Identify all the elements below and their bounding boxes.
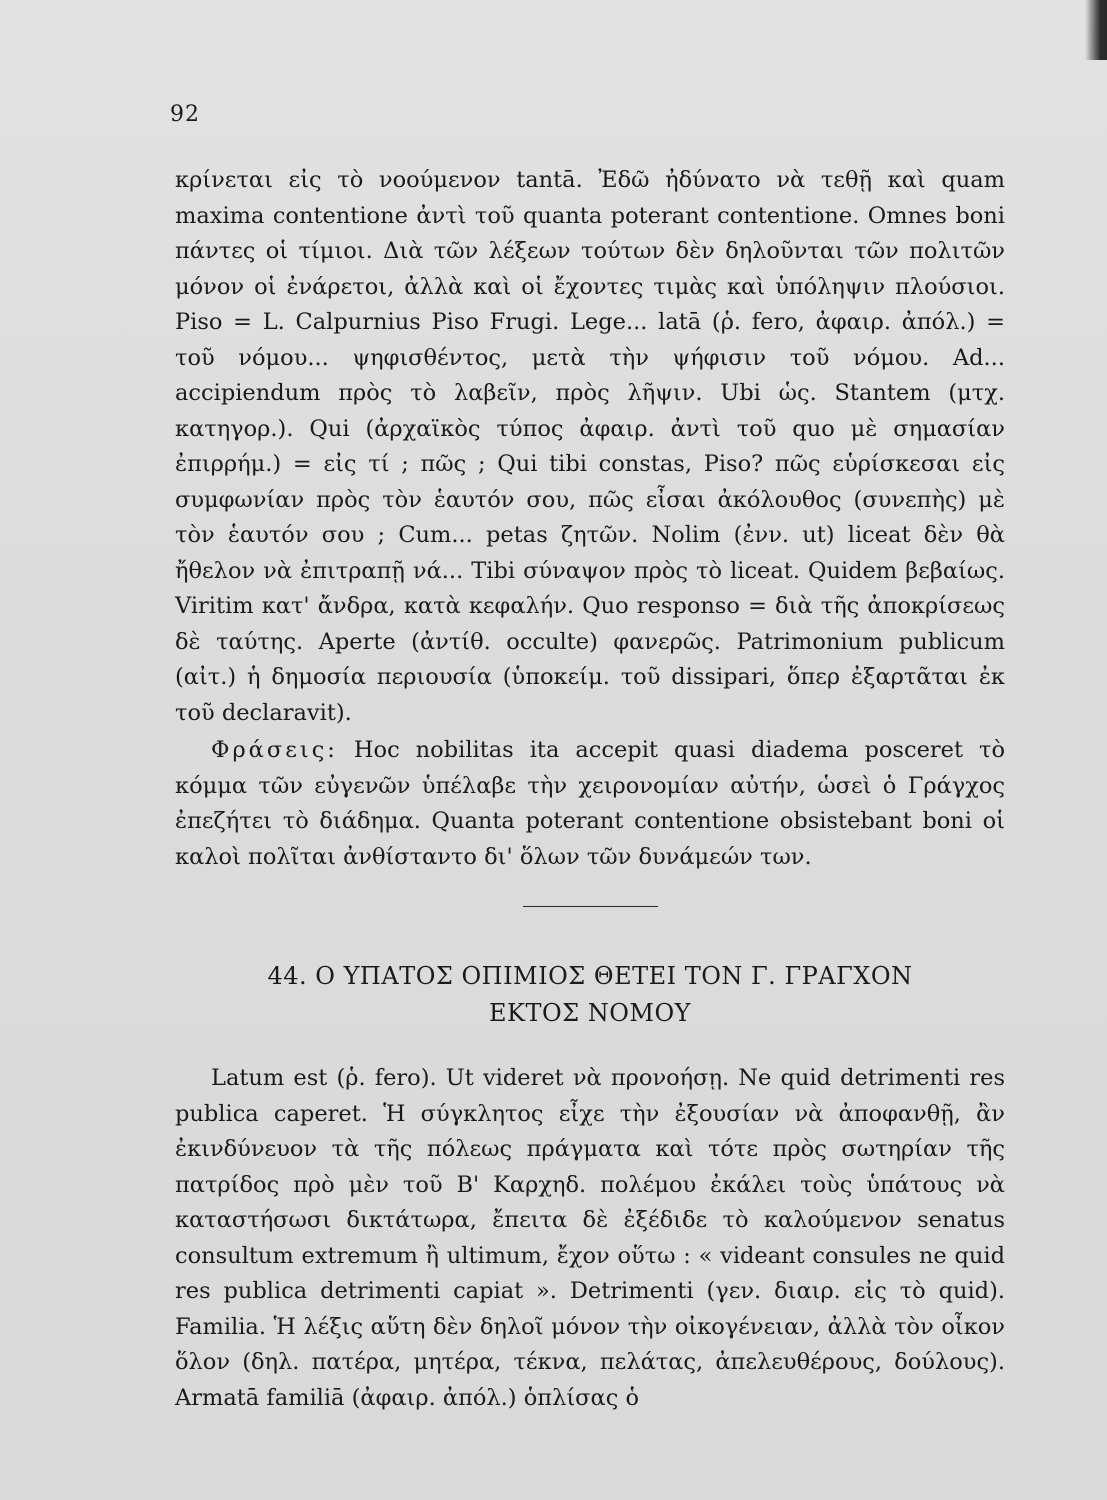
phrases-text: Hoc nobilitas ita accepit quasi diadema posceret τὸ κόμμα τῶν εὐγενῶν ὑπέλαβε τὴν χειρονομίαν αὐτήν, ὡσεὶ ὁ Γράγχος ἐπεζήτει τὸ διάδημα. Quanta poterant contentione obsistebant boni οἱ καλοὶ πολῖται ἀνθίσταντο δι' ὅλων τῶν δυνάμεών των. xyxy=(175,737,1005,870)
chapter-heading-line-2: ΕΚΤΟΣ ΝΟΜΟΥ xyxy=(489,999,691,1027)
commentary-text: κρίνεται εἰς τὸ νοούμενον tantā. Ἐδῶ ἠδύνατο νὰ τεθῇ καὶ quam maxima contentione ἀντὶ τοῦ quanta poterant contentione. Omnes boni πάντες οἱ τίμιοι. Διὰ τῶν λέξεων τούτων δὲν δηλοῦνται τῶν πολιτῶν μόνον οἱ ἐνάρετοι, ἀλλὰ καὶ οἱ ἔχοντες τιμὰς καὶ ὑπόληψιν πλούσιοι. Piso = L. Calpurnius Piso Frugi. Lege... latā (ῥ. fero, ἀφαιρ. ἀπόλ.) = τοῦ νόμου... ψηφισθέντος, μετὰ τὴν ψήφισιν τοῦ νόμου. Ad... accipiendum πρὸς τὸ λαβεῖν, πρὸς λῆψιν. Ubi ὡς. Stantem (μτχ. κατηγορ.). Qui (ἀρχαϊκὸς τύπος ἀφαιρ. ἀντὶ τοῦ quo μὲ σημασίαν ἐπιρρήμ.) = εἰς τί ; πῶς ; Qui tibi constas, Piso? πῶς εὑρίσκεσαι εἰς συμφωνίαν πρὸς τὸν ἑαυτόν σου, πῶς εἶσαι ἀκόλουθος (συνεπὴς) μὲ τὸν ἑαυτόν σου ; Cum... petas ζητῶν. Nolim (ἐνν. ut) liceat δὲν θὰ ἤθελον νὰ ἐπιτραπῇ νά... Tibi σύναψον πρὸς τὸ liceat. Quidem βεβαίως. Viritim κατ' ἄνδρα, κατὰ κεφαλήν. Quo responso = διὰ τῆς ἀποκρίσεως δὲ ταύτης. Aperte (ἀντίθ. occulte) φανερῶς. Patrimonium publicum (αἰτ.) ἡ δημοσία περιουσία (ὑποκείμ. τοῦ dissipari, ὅπερ ἐξαρτᾶται ἐκ τοῦ declaravit). xyxy=(175,167,1005,726)
page-number: 92 xyxy=(170,102,200,127)
phrases-paragraph xyxy=(175,733,1005,875)
chapter-heading xyxy=(175,958,1005,1032)
chapter-paragraph xyxy=(175,1061,1005,1416)
chapter-heading-line-1: 44. Ο ΥΠΑΤΟΣ ΟΠΙΜΙΟΣ ΘΕΤΕΙ ΤΟΝ Γ. ΓΡΑΓΧΟΝ xyxy=(267,962,913,990)
phrases-label: Φράσεις: xyxy=(211,737,338,763)
page-corner-shadow xyxy=(1085,0,1107,60)
section-divider xyxy=(523,906,658,907)
phrases-body xyxy=(175,733,1005,875)
commentary-paragraph xyxy=(175,163,1005,731)
chapter-text: Latum est (ῥ. fero). Ut videret νὰ προνοήσῃ. Ne quid detrimenti res publica caperet. Ἡ σύγκλητος εἶχε τὴν ἐξουσίαν νὰ ἀποφανθῇ, ἂν ἐκινδύνευον τὰ τῆς πόλεως πράγματα καὶ τότε πρὸς σωτηρίαν τῆς πατρίδος πρὸ μὲν τοῦ Β' Καρχηδ. πολέμου ἐκάλει τοὺς ὑπάτους νὰ καταστήσωσι δικτάτωρα, ἔπειτα δὲ ἐξέδιδε τὸ καλούμενον senatus consultum extremum ἢ ultimum, ἔχον οὕτω : « videant consules ne quid res publica detrimenti capiat ». Detrimenti (γεν. διαιρ. εἰς τὸ quid). Familia. Ἡ λέξις αὕτη δὲν δηλοῖ μόνον τὴν οἰκογένειαν, ἀλλὰ τὸν οἶκον ὅλον (δηλ. πατέρα, μητέρα, τέκνα, πελάτας, ἀπελευθέρους, δούλους). Armatā familiā (ἀφαιρ. ἀπόλ.) ὁπλίσας ὁ xyxy=(175,1065,1005,1411)
